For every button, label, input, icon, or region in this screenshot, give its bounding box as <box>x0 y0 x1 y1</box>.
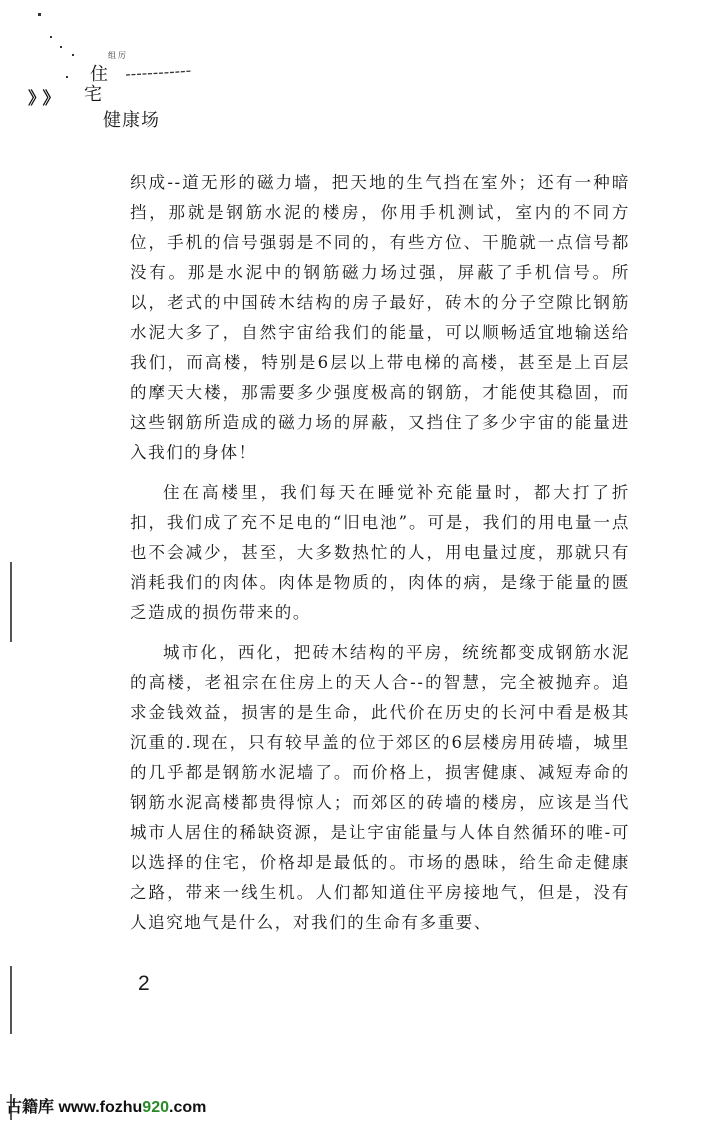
margin-bar <box>10 562 12 642</box>
header-subtitle: 健康场 <box>103 110 160 131</box>
running-header <box>0 0 702 140</box>
header-decorative-stroke <box>124 70 194 76</box>
header-char-bottom: 宅 <box>84 84 102 105</box>
header-speck <box>38 13 41 16</box>
watermark-domain: www.fozhu <box>58 1099 143 1116</box>
watermark-prefix: 古籍库 <box>6 1099 59 1116</box>
header-speck <box>72 54 74 56</box>
watermark-number: 920 <box>142 1099 169 1116</box>
watermark <box>6 1094 206 1117</box>
header-speck <box>50 36 52 38</box>
body-text <box>130 168 630 938</box>
header-quote-marks: 》》 <box>28 89 66 109</box>
page-number: 2 <box>138 972 150 995</box>
header-char-tiny: 组 <box>108 51 116 60</box>
paragraph-2: 住在高楼里，我们每天在睡觉补充能量时，都大打了折扣，我们成了充不足电的“旧电池”。可是，我们的用电量一点也不会减少，甚至，大多数热忙的人，用电量过度，那就只有消耗我们的肉体。肉体是物质的，肉体的病，是缘于能量的匮乏造成的损伤带来的。 <box>130 483 630 622</box>
header-speck <box>66 76 68 78</box>
margin-bar <box>10 966 12 1034</box>
header-char-top: 住 <box>90 64 108 85</box>
paragraph-3: 城市化，西化，把砖木结构的平房，统统都变成钢筋水泥的高楼，老祖宗在住房上的天人合--的智慧，完全被抛弃。追求金钱效益，损害的是生命，此代价在历史的长河中看是极其沉重的.现在，只有较早盖的位于郊区的6层楼房用砖墙，城里的几乎都是钢筋水泥墙了。而价格上，损害健康、减短寿命的钢筋水泥高楼都贵得惊人；而郊区的砖墙的楼房，应该是当代城市人居住的稀缺资源，是让宇宙能量与人体自然循环的唯-可以选择的住宅，价格却是最低的。市场的愚昧，给生命走健康之路，带来一线生机。人们都知道住平房接地气，但是，没有人追究地气是什么，对我们的生命有多重要、 <box>130 643 630 932</box>
paragraph-1: 织成--道无形的磁力墙，把天地的生气挡在室外；还有一种暗挡，那就是钢筋水泥的楼房，你用手机测试，室内的不同方位，手机的信号强弱是不同的，有些方位、干脆就一点信号都没有。那是水泥中的钢筋磁力场过强，屏蔽了手机信号。所以，老式的中国砖木结构的房子最好，砖木的分子空隙比钢筋水泥大多了，自然宇宙给我们的能量，可以顺畅适宜地输送给我们，而高楼，特别是6层以上带电梯的高楼，甚至是上百层的摩天大楼，那需要多少强度极高的钢筋，才能使其稳固，而这些钢筋所造成的磁力场的屏蔽，又挡住了多少宇宙的能量进入我们的身体！ <box>130 173 630 462</box>
header-speck <box>60 46 62 48</box>
watermark-suffix: .com <box>169 1099 207 1116</box>
header-char-tiny-2: 厉 <box>118 51 126 60</box>
